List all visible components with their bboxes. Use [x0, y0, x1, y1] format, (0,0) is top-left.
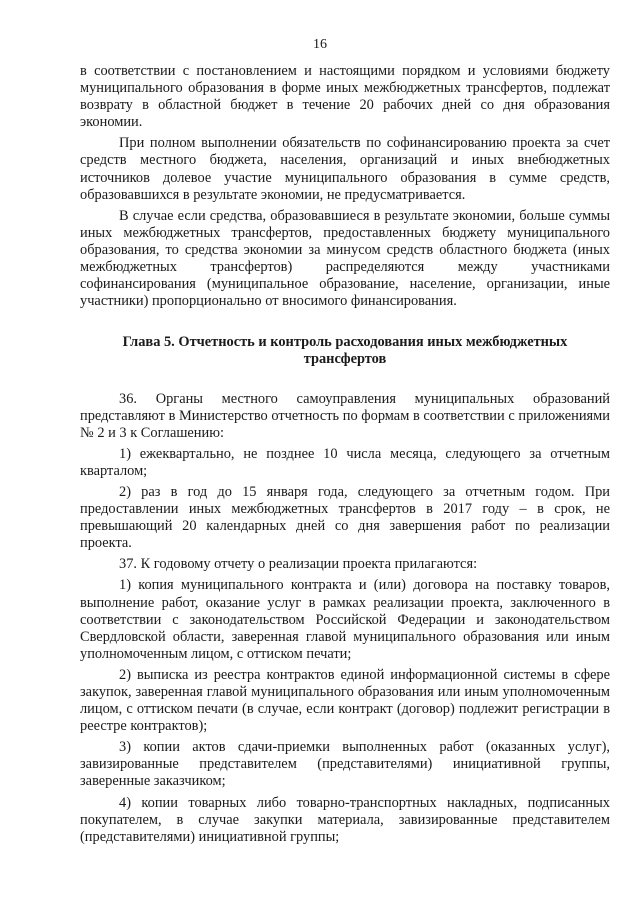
- paragraph-item-36: 36. Органы местного самоуправления муниципальных образований представляют в Министерство отчетность по формам в соответствии с приложениями № 2 и 3 к Соглашению:: [80, 390, 610, 441]
- page-number: 16: [313, 37, 327, 52]
- paragraph-item-37-1: 1) копия муниципального контракта и (или) договора на поставку товаров, выполнение работ, оказание услуг в рамках реализации проекта, заключенного в соответствии с законодательством Российской Федерации и законодательством Свердловской области, заверенная главой муниципального образования или иным уполномоченным лицом, с оттиском печати;: [80, 577, 610, 662]
- document-body: [80, 63, 610, 846]
- paragraph-item-37-4: 4) копии товарных либо товарно-транспортных накладных, подписанных покупателем, в случае закупки материала, завизированные представителем (представителями) инициативной группы;: [80, 794, 610, 845]
- paragraph-item-36-1: 1) ежеквартально, не позднее 10 числа месяца, следующего за отчетным кварталом;: [80, 445, 610, 479]
- paragraph-economy-return: в соответствии с постановлением и настоящими порядком и условиями бюджету муниципального образования в форме иных межбюджетных трансфертов, подлежат возврату в областной бюджет в течение 20 рабочих дней со дня образования экономии.: [80, 63, 610, 131]
- paragraph-item-37-3: 3) копии актов сдачи-приемки выполненных работ (оказанных услуг), завизированные представителем (представителями) инициативной группы, заверенные заказчиком;: [80, 739, 610, 790]
- chapter-title: Глава 5. Отчетность и контроль расходования иных межбюджетных трансфертов: [122, 334, 568, 368]
- paragraph-economy-distribution: В случае если средства, образовавшиеся в результате экономии, больше суммы иных межбюджетных трансфертов, предоставленных бюджету муниципального образования, то средства экономии за минусом средств областного бюджета (иных межбюджетных трансфертов) распределяются между участниками софинансирования (муниципальное образование, население, организации, иные участники) пропорционально от вносимого финансирования.: [80, 207, 610, 310]
- paragraph-item-37: 37. К годовому отчету о реализации проекта прилагаются:: [119, 556, 478, 573]
- paragraph-item-36-2: 2) раз в год до 15 января года, следующего за отчетным годом. При предоставлении иных межбюджетных трансфертов в 2017 году – в срок, не превышающий 20 календарных дней со дня завершения работ по реализации проекта.: [80, 483, 610, 552]
- paragraph-cofinancing-fulfilled: При полном выполнении обязательств по софинансированию проекта за счет средств местного бюджета, населения, организаций и иных внебюджетных источников долевое участие муниципального образования в сумме средств, образовавшихся в результате экономии, не предусматривается.: [80, 135, 610, 203]
- paragraph-item-37-2: 2) выписка из реестра контрактов единой информационной системы в сфере закупок, заверенная главой муниципального образования или иным уполномоченным лицом, с оттиском печати (в случае, если контракт (договор) подлежит регистрации в реестре контрактов);: [80, 666, 610, 735]
